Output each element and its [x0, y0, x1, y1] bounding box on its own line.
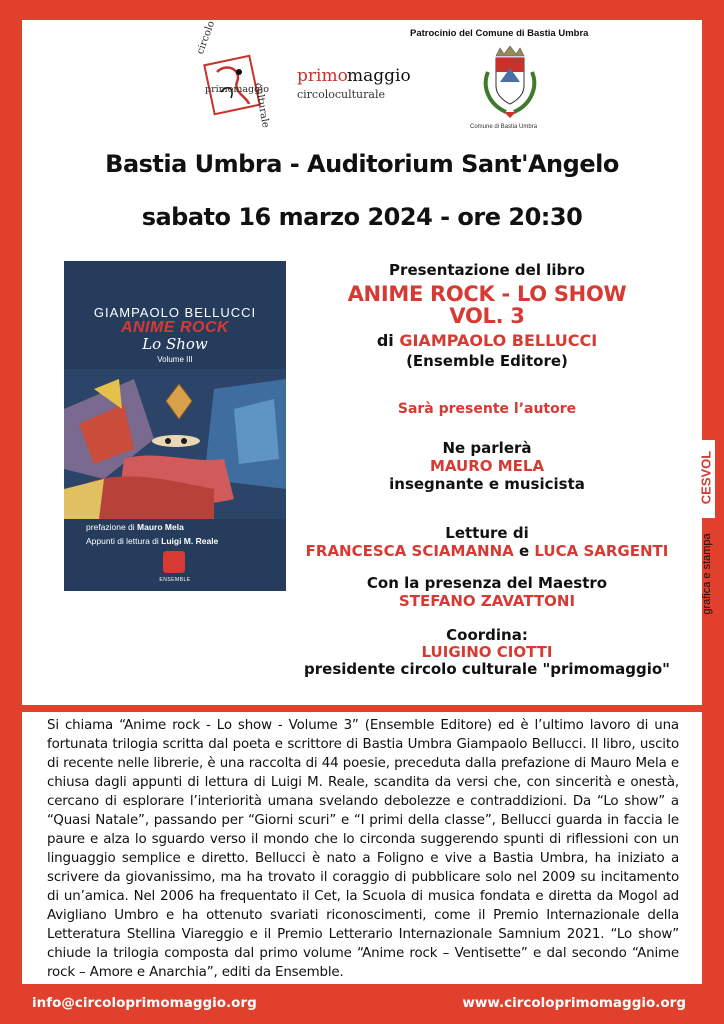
coordinator-role: presidente circolo culturale "primomaggio"	[304, 660, 670, 678]
book-title-line2: VOL. 3	[449, 304, 525, 328]
speaker-block	[272, 439, 702, 493]
cover-preface-line: prefazione di Mauro Mela	[86, 522, 184, 532]
book-title-line1: ANIME ROCK - LO SHOW	[347, 282, 627, 306]
brand-sub: circoloculturale	[297, 88, 385, 101]
brand-primo: primo	[297, 66, 348, 86]
readings-label: Letture di	[445, 524, 529, 542]
description-panel	[22, 712, 702, 984]
author-name: GIAMPAOLO BELLUCCI	[399, 331, 598, 350]
footer-website[interactable]: www.circoloprimomaggio.org	[462, 995, 686, 1011]
maestro-name: STEFANO ZAVATTONI	[398, 592, 576, 610]
comune-caption: Comune di Bastia Umbra	[470, 124, 538, 130]
book-cover	[64, 261, 286, 591]
maestro-block	[272, 574, 702, 610]
coat-of-arms-icon	[474, 42, 546, 126]
top-panel	[22, 20, 702, 705]
speaker-name: MAURO MELA	[429, 457, 545, 475]
presentation-label: Presentazione del libro	[389, 261, 585, 279]
speaker-role: insegnante e musicista	[389, 475, 585, 493]
cover-author: GIAMPAOLO BELLUCCI	[93, 305, 257, 320]
publisher-line: (Ensemble Editore)	[406, 352, 568, 370]
circolo-primomaggio-logo	[187, 19, 411, 132]
author-present-note: Sarà presente l’autore	[397, 401, 577, 417]
culturale-arc-text: culturale	[252, 82, 271, 129]
readings-block	[272, 524, 702, 560]
readers-line: FRANCESCA SCIAMANNA e LUCA SARGENTI	[305, 542, 669, 560]
cover-title: ANIME ROCK	[120, 319, 230, 336]
circolo-mid-text: primomaggio	[205, 84, 269, 95]
brand-maggio: maggio	[347, 66, 411, 86]
venue-heading: Bastia Umbra - Auditorium Sant'Angelo	[105, 150, 619, 178]
speaker-label: Ne parlerà	[442, 439, 532, 457]
maestro-label: Con la presenza del Maestro	[366, 574, 608, 592]
coordinator-label: Coordina:	[446, 626, 528, 644]
cover-notes-line: Appunti di lettura di Luigi M. Reale	[86, 536, 219, 546]
coordinator-block	[272, 627, 702, 678]
publisher-logo-icon	[163, 551, 185, 573]
cover-publisher: ENSEMBLE	[159, 577, 191, 583]
book-title	[272, 283, 702, 327]
footer-email[interactable]: info@circoloprimomaggio.org	[32, 995, 257, 1011]
cesvol-logo: CESVOL	[697, 440, 715, 518]
circolo-arc-text: circolo	[195, 19, 218, 56]
author-line: di GIAMPAOLO BELLUCCI	[376, 331, 598, 350]
coordinator-name: LUIGINO CIOTTI	[421, 643, 553, 661]
date-heading: sabato 16 marzo 2024 - ore 20:30	[141, 203, 583, 231]
cover-script: Lo Show	[142, 335, 208, 353]
patrocinio-text: Patrocinio del Comune di Bastia Umbra	[410, 28, 589, 39]
description-text: Si chiama “Anime rock - Lo show - Volume 3” (Ensemble Editore) ed è l’ultimo lavoro di una fortunata trilogia scritta dal poeta e scrittore di Bastia Umbra Giampaolo Bellucci. Il libro, uscito di recente nelle librerie, è una raccolta di 44 poesie, preceduta dalla prefazione di Mauro Mela e chiusa dagli appunti di lettura di Luigi M. Reale, scandita da versi che, con sincerità e onestà, cercano di esplorare l’interiorità umana svelando debolezze e contraddizioni. Da “Lo show” a “Quasi Natale”, passando per “Giorni scuri” e “I primi della classe”, Bellucci guarda in faccia le paure e alza lo sguardo verso il mondo che lo circonda suggerendo spunti di riflessioni con un linguaggio semplice e diretto. Bellucci è nato a Foligno e vive a Bastia Umbra, ha iniziato a scrivere da giovanissimo, ma ha trovato il coraggio di pubblicare solo nel 2009 su incitamento di un’amica. Nel 2006 ha frequentato il Cet, la Scuola di musica fondata e diretta da Mogol ad Avigliano Umbro e ha ottenuto svariati riconoscimenti, come il Premio Internazionale della Letteratura Stellina Viareggio e il Premio Letterario Internazionale Samnium 2021. “Lo show” chiude la trilogia composta dal primo volume “Anime rock – Ventisette” e dal secondo “Anime rock – Amore e Anarchia”, editi da Ensemble.	[47, 718, 679, 980]
cover-volume: Volume III	[157, 355, 193, 364]
cover-artwork	[64, 369, 286, 519]
printer-credit: grafica e stampa	[701, 533, 713, 615]
